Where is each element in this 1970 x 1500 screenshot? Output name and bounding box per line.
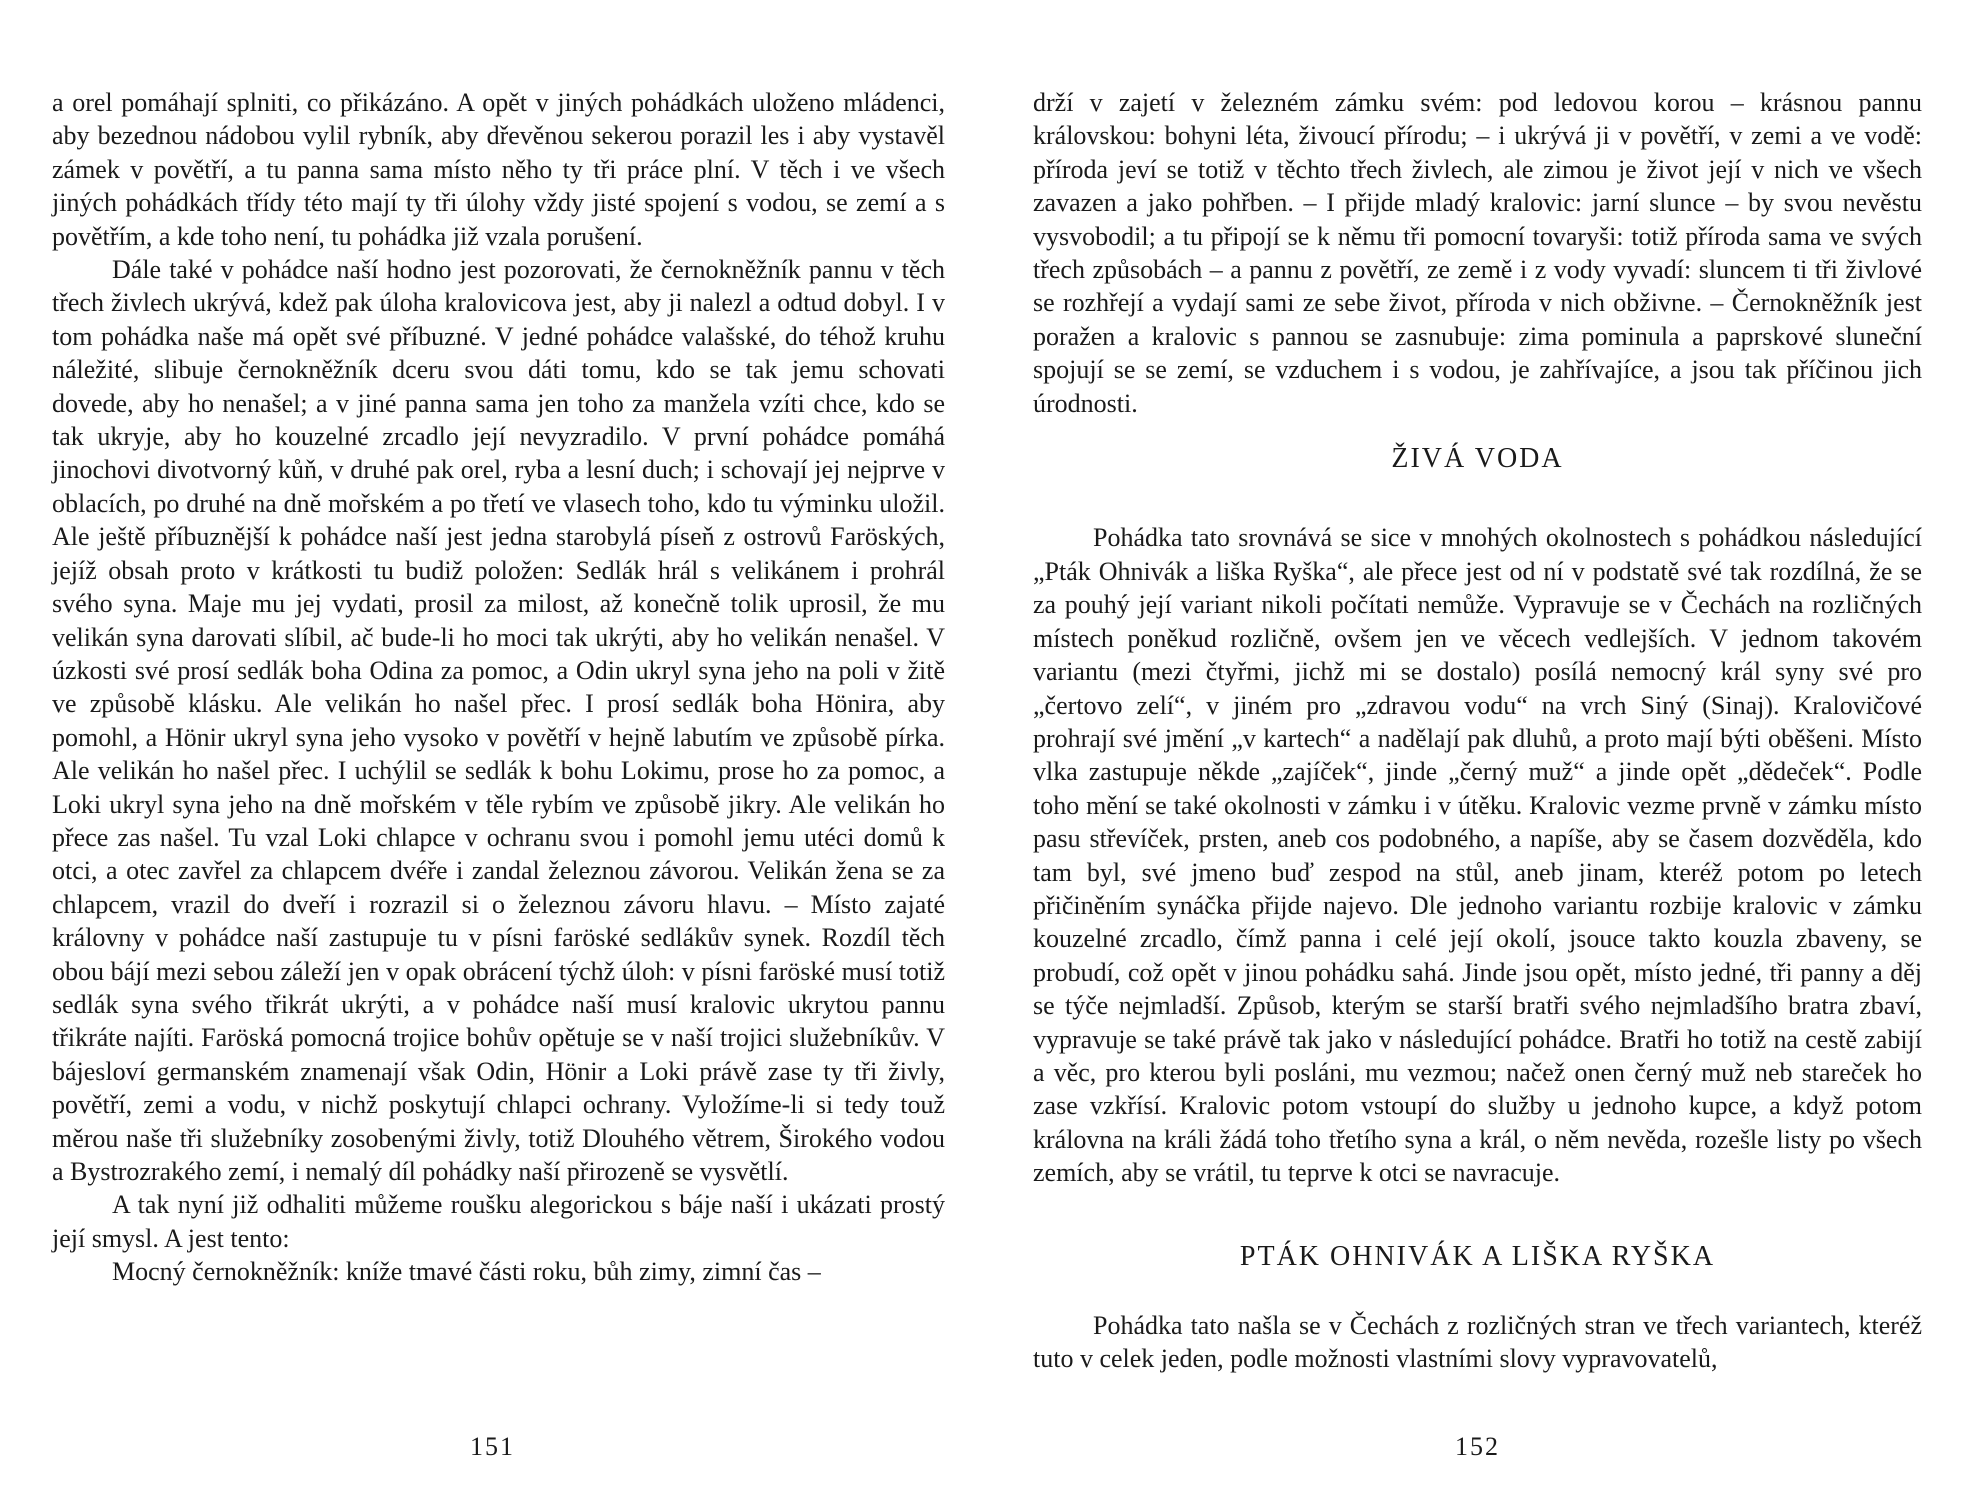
page-number: 152 (1455, 1432, 1500, 1461)
section-heading: PTÁK OHNIVÁK A LIŠKA RYŠKA (1239, 1240, 1716, 1272)
paragraph: A tak nyní již odhaliti můžeme roušku alegorickou s báje naší i ukázati prostý její smysl. A jest tento: (52, 1190, 945, 1253)
page-number: 151 (470, 1432, 515, 1461)
section-heading: ŽIVÁ VODA (1391, 443, 1564, 475)
paragraph: Mocný černokněžník: kníže tmavé části roku, bůh zimy, zimní čas – (112, 1257, 821, 1287)
right-page (985, 0, 1970, 1500)
paragraph: drží v zajetí v železném zámku svém: pod ledovou korou – krásnou pannu královskou: bohyni léta, živoucí přírodu; – i ukrývá ji v povětří, v zemi a ve vodě: příroda jeví se totiž v těchto třech živlech, ale zimou je život její v nich ve všech zavazen a jako pohřben. – I přijde mladý kralovic: jarní slunce – by svou nevěstu vysvobodil; a tu připojí se k němu tři pomocní tovaryši: totiž příroda sama ve svých třech způsobách – a pannu z povětří, ze země i z vody vyvadí: sluncem ti tři živlové se rozhřejí a vydají sami ze sebe život, příroda v nich obživne. – Černokněžník jest poražen a kralovic s pannou se zasnubuje: zima pominula a paprskové sluneční spojují se se zemí, se vzduchem i s vodou, je zahřívajíce, a jsou tak příčinou jich úrodnosti. (1033, 88, 1922, 418)
paragraph: Pohádka tato našla se v Čechách z rozličných stran ve třech variantech, kteréž tuto v celek jeden, podle možnosti vlastními slovy vypravovatelů, (1033, 1311, 1922, 1374)
left-page-text (52, 86, 945, 1289)
paragraph: Pohádka tato srovnává se sice v mnohých okolnostech s pohádkou následující „Pták Ohnivák a liška Ryška“, ale přece jest od ní v podstatě své tak rozdílná, že se za pouhý její variant nikoli počítati nemůže. Vypravuje se v Čechách na rozličných místech poněkud rozličně, ovšem jen ve věcech vedlejších. V jednom takovém variantu (mezi čtyřmi, jichž mi se dostalo) posílá nemocný král syny své pro „čertovo zelí“, v jiném pro „zdravou vodu“ na vrch Siný (Sinaj). Kralovičové prohrají své jmění „v kartech“ a nadělají pak dluhů, a proto mají býti oběšeni. Místo vlka zastupuje někde „zajíček“, jinde „černý muž“ a jinde opět „dědeček“. Podle toho mění se také okolnosti v zámku i v útěku. Kralovic vezme prvně v zámku místo pasu střevíček, prsten, aneb cos podobného, a napíše, aby se časem dozvěděla, kdo tam byl, své jmeno buď zespod na stůl, aneb jinam, kteréž potom po letech přičiněním synáčka přijde najevo. Dle jednoho variantu rozbije kralovic v zámku kouzelné zrcadlo, čímž panna i celé její okolí, jsouce takto kouzla zbaveny, se probudí, což opět v jinou pohádku sahá. Jinde jsou opět, místo jedné, tři panny a děj se týče nejmladší. Způsob, kterým se starší bratři svého nejmladšího bratra zbaví, vypravuje se také právě tak jako v následující pohádce. Bratři ho totiž na cestě zabijí a věc, pro kterou byli posláni, mu vezmou; načež onen černý muž neb stareček ho zase vzkřísí. Kralovic potom vstoupí do služby u jednoho kupce, a když potom královna na králi žádá toho třetího syna a král, o něm nevěda, rozešle listy po všech zemích, aby se vrátil, tu teprve k otci se navracuje. (1033, 523, 1922, 1188)
right-page-text (1033, 86, 1922, 1376)
paragraph: a orel pomáhají splniti, co přikázáno. A opět v jiných pohádkách uloženo mládenci, aby bezednou nádobou vylil rybník, aby dřevěnou sekerou porazil les i aby vystavěl zámek v povětří, a tu panna sama místo něho ty tři práce plní. V těch i ve všech jiných pohádkách třídy této mají ty tři úlohy vždy jisté spojení s vodou, se zemí a s povětřím, a kde toho není, tu pohádka již vzala porušení. (52, 88, 945, 251)
paragraph: Dále také v pohádce naší hodno jest pozorovati, že černokněžník pannu v těch třech živlech ukrývá, kdež pak úloha kralovicova jest, aby ji nalezl a odtud dobyl. I v tom pohádka naše má opět své příbuzné. V jedné pohádce valašské, do téhož kruhu náležité, slibuje černokněžník dceru svou dáti tomu, kdo se tak jemu schovati dovede, aby ho nenašel; a v jiné panna sama jen toho za manžela vzíti chce, kdo se tak ukryje, aby ho kouzelné zrcadlo její nevyzradilo. V první pohádce pomáhá jinochovi divotvorný kůň, v druhé pak orel, ryba a lesní duch; i schovají jej nejprve v oblacích, po druhé na dně mořském a po třetí ve vlasech toho, kdo tu výminku uložil. Ale ještě příbuznější k pohádce naší jest jedna starobylá píseň z ostrovů Faröských, jejíž obsah proto v krátkosti tu budiž položen: Sedlák hrál s velikánem i prohrál svého syna. Maje mu jej vydati, prosil za milost, až konečně tolik uprosil, že mu velikán syna darovati slíbil, ač bude-li ho moci tak ukrýti, aby ho velikán nenašel. V úzkosti své prosí sedlák boha Odina za pomoc, a Odin ukryl syna jeho na poli v žitě ve způsobě klásku. Ale velikán ho našel přec. I prosí sedlák boha Hönira, aby pomohl, a Hönir ukryl syna jeho vysoko v povětří v hejně labutím ve způsobě pírka. Ale velikán ho našel přec. I uchýlil se sedlák k bohu Lokimu, prose ho za pomoc, a Loki ukryl syna jeho na dně mořském v těle rybím ve způsobě jikry. Ale velikán ho přece zas našel. Tu vzal Loki chlapce v ochranu svou i pomohl jemu utéci domů k otci, a otec zavřel za chlapcem dvéře i zandal železnou závorou. Velikán žena se za chlapcem, vrazil do dveří i rozrazil si o železnou závoru hlavu. – Místo zajaté královny v pohádce naší zastupuje tu v písni faröské sedlákův synek. Rozdíl těch obou bájí mezi sebou záleží jen v opak obrácení týchž úloh: v písni faröské musí totiž sedlák syna svého třikrát ukrýti, a v pohádce naší musí kralovic ukrytou pannu třikráte najíti. Faröská pomocná trojice bohův opětuje se v naší trojici služebníkův. V bájesloví germanském znamenají však Odin, Hönir a Loki právě zase ty tři živly, povětří, zemi a vodu, v nichž poskytují chlapci ochrany. Vyložíme-li si tedy touž měrou naše tři služebníky zosobenými živly, totiž Dlouhého větrem, Širokého vodou a Bystrozrakého zemí, i nemalý díl pohádky naší přirozeně se vysvětlí. (52, 255, 945, 1186)
